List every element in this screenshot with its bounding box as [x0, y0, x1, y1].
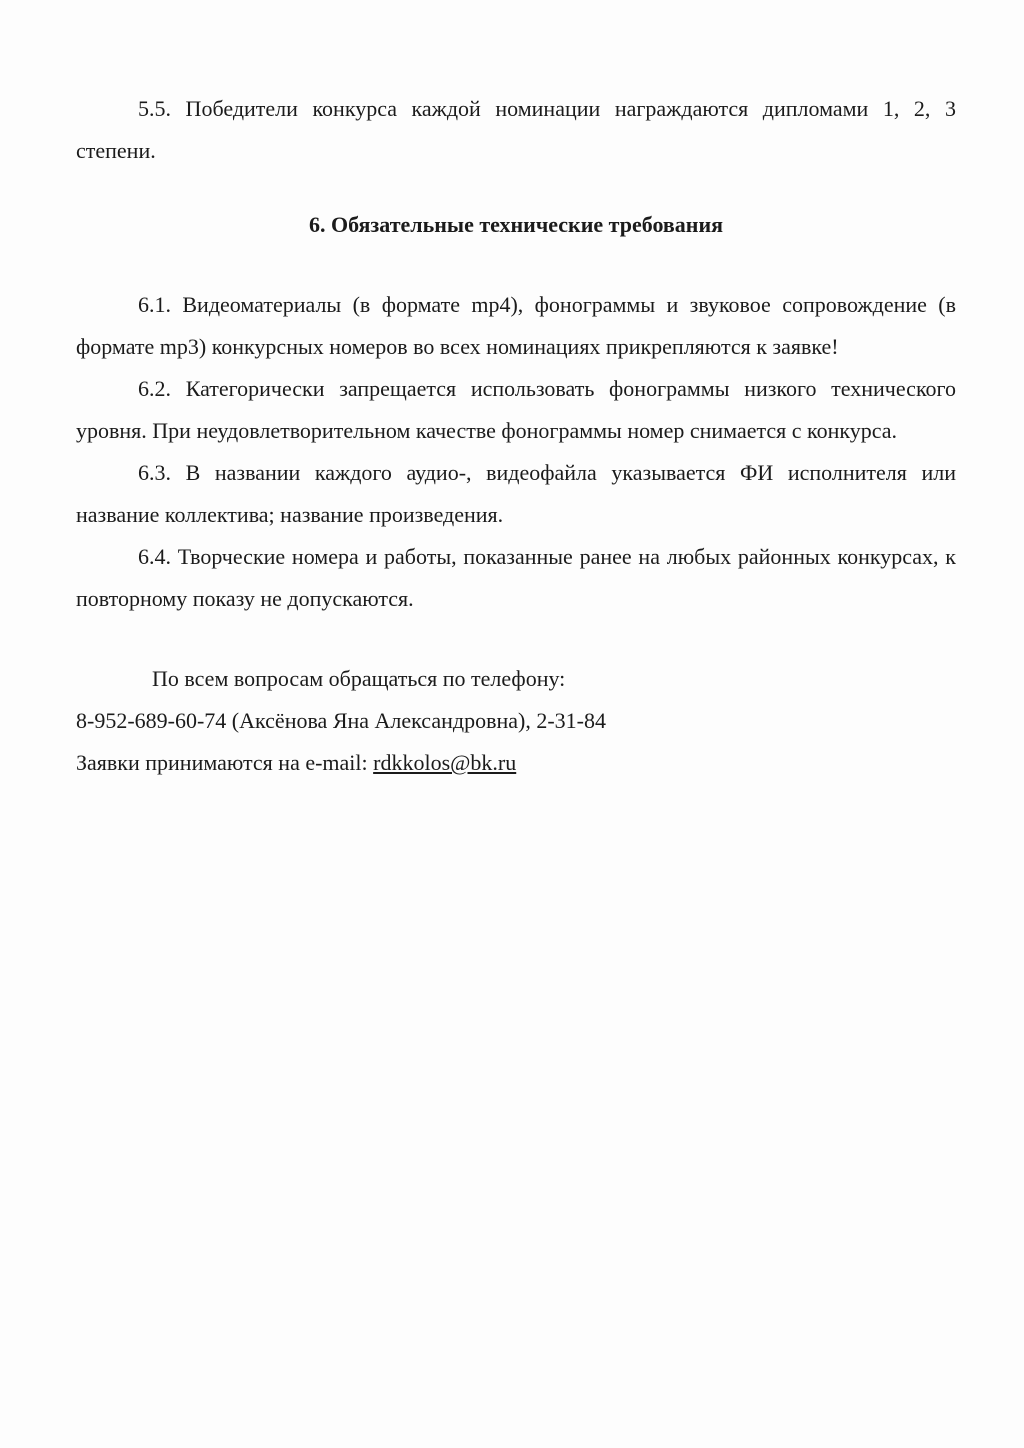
paragraph-5-5: 5.5. Победители конкурса каждой номинации награждаются дипломами 1, 2, 3 степени.	[76, 96, 956, 163]
paragraph-6-1: 6.1. Видеоматериалы (в формате mp4), фонограммы и звуковое сопровождение (в формате mp3) конкурсных номеров во всех номинациях прикрепляются к заявке!	[76, 292, 956, 359]
contacts-email-line	[76, 742, 956, 784]
email-label: Заявки принимаются на e-mail:	[76, 750, 374, 775]
contacts-intro: По всем вопросам обращаться по телефону:	[152, 666, 566, 691]
section-6	[76, 204, 956, 620]
paragraph-6-2: 6.2. Категорически запрещается использовать фонограммы низкого технического уровня. При неудовлетворительном качестве фонограммы номер снимается с конкурса.	[76, 376, 956, 443]
paragraph-6-4: 6.4. Творческие номера и работы, показанные ранее на любых районных конкурсах, к повторному показу не допускаются.	[76, 544, 956, 611]
document-body	[76, 88, 956, 784]
section-heading: 6. Обязательные технические требования	[308, 212, 724, 237]
email-link[interactable]: rdkkolos@bk.ru	[373, 750, 517, 775]
contacts-phone: 8-952-689-60-74 (Аксёнова Яна Александровна), 2-31-84	[76, 708, 606, 733]
contacts-block	[76, 658, 956, 784]
paragraph-6-3: 6.3. В названии каждого аудио-, видеофайла указывается ФИ исполнителя или название коллектива; название произведения.	[76, 460, 956, 527]
